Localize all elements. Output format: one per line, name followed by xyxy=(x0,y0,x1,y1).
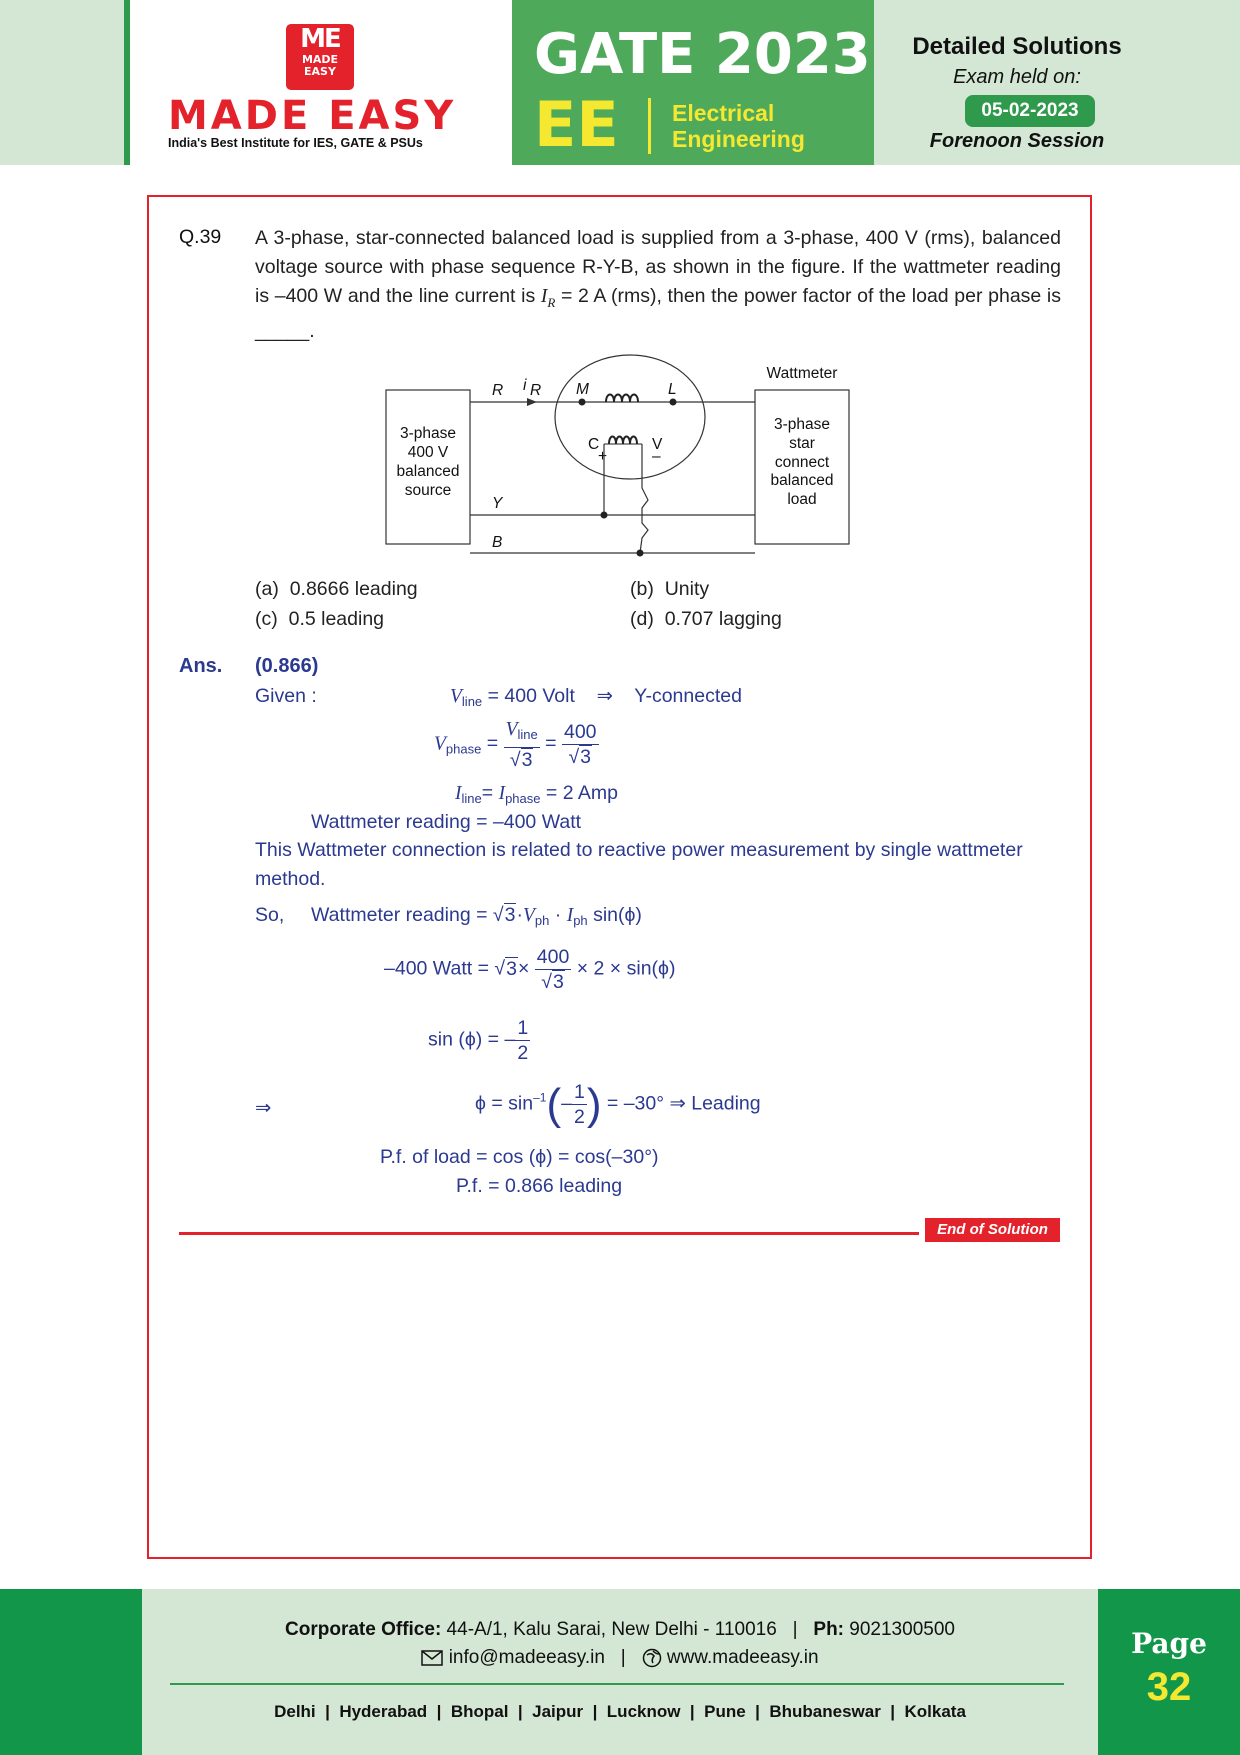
wattmeter-circle xyxy=(555,355,705,479)
footer-contact-panel xyxy=(142,1589,1098,1755)
header-left-band xyxy=(0,0,124,165)
city-item: Lucknow xyxy=(606,1702,681,1721)
line-r-label: R xyxy=(492,382,504,399)
city-item: Delhi xyxy=(274,1702,316,1721)
coil-plus-label: + xyxy=(598,448,608,465)
source-label-4: source xyxy=(404,482,452,499)
load-label-1: 3-phase xyxy=(773,416,831,433)
voltage-coil-icon xyxy=(609,437,637,445)
sin-phi-step: sin (ϕ) = – $\frac{1}{2}$ xyxy=(428,1017,529,1064)
current-label: i xyxy=(523,377,527,394)
wattmeter-label: Wattmeter xyxy=(766,365,838,382)
logo-wordmark: MADE EASY xyxy=(168,93,457,139)
source-label-2: 400 V xyxy=(407,444,449,461)
exam-held-label: Exam held on: xyxy=(953,66,1081,88)
branch-divider xyxy=(648,98,651,154)
wattmeter-formula: Wattmeter reading = $√3\cdot V_{ph} \cdot I_{ph}$ sin(ϕ) xyxy=(311,904,642,928)
given-label: Given : xyxy=(255,685,317,707)
reactive-power-note: This Wattmeter connection is related to reactive power measurement by single wattmeter method. xyxy=(255,839,1023,890)
city-item: Jaipur xyxy=(532,1702,584,1721)
answer-label: Ans. xyxy=(179,655,223,677)
solutions-title: Detailed Solutions xyxy=(912,33,1122,60)
coil-c-label: C xyxy=(588,436,600,453)
footer-rule xyxy=(170,1683,1064,1685)
page-number: 32 xyxy=(1146,1665,1192,1709)
page-label: Page xyxy=(1131,1627,1207,1660)
exam-title: GATE 2023 xyxy=(534,22,871,87)
line-y-label: Y xyxy=(492,495,503,512)
logo-badge-icon xyxy=(286,24,354,90)
source-label-3: balanced xyxy=(396,463,460,480)
current-arrow-icon xyxy=(527,398,537,406)
end-of-solution-rule xyxy=(179,1232,919,1235)
pf-load-step: P.f. of load = cos (ϕ) = cos(–30°) xyxy=(380,1146,659,1168)
page-indicator xyxy=(1098,1589,1240,1755)
question-number: Q.39 xyxy=(179,226,222,248)
branch-code: EE xyxy=(534,88,619,161)
source-label-1: 3-phase xyxy=(399,425,457,442)
corporate-office: Corporate Office: 44-A/1, Kalu Sarai, New Delhi - 110016 | Ph: 9021300500 xyxy=(285,1619,955,1640)
phi-result-step: $\phi = \sin^{-1}(-$ $\frac{1}{2}$ ) = –30° ⇒ Leading xyxy=(475,1079,761,1129)
so-label: So, xyxy=(255,904,285,926)
email-link[interactable]: info@madeeasy.in xyxy=(448,1647,605,1668)
substitution-step: –400 Watt = √3× $\frac{400}{√3}$ × 2 × sin(ϕ) xyxy=(384,946,676,993)
branch-name: Electrical Engineering xyxy=(672,100,805,152)
coil-v-label: V xyxy=(652,436,663,453)
load-label-4: balanced xyxy=(770,472,834,489)
coil-m-label: M xyxy=(576,381,589,398)
logo-mark: ME xyxy=(300,24,340,54)
exam-date-badge: 05-02-2023 xyxy=(965,95,1095,127)
city-item: Hyderabad xyxy=(339,1702,428,1721)
current-label-sub: R xyxy=(530,382,542,399)
contact-line: info@madeeasy.in | www.madeeasy.in xyxy=(142,1647,1098,1669)
iline-equation: $I_{line}= I_{phase} = 2$ Amp xyxy=(455,782,618,806)
website-link[interactable]: www.madeeasy.in xyxy=(666,1647,819,1668)
city-item: Bhopal xyxy=(450,1702,509,1721)
answer-value: (0.866) xyxy=(255,655,319,677)
lead-to-b xyxy=(640,444,648,553)
load-label-2: star xyxy=(789,435,815,452)
city-item: Kolkata xyxy=(904,1702,966,1721)
exam-banner xyxy=(512,0,874,165)
load-label-3: connect xyxy=(774,454,830,471)
end-of-solution-tag: End of Solution xyxy=(925,1218,1060,1242)
city-item: Pune xyxy=(704,1702,746,1721)
city-list: Delhi | Hyderabad | Bhopal | Jaipur | Lucknow | Pune | Bhubaneswar | Kolkata xyxy=(274,1702,966,1721)
city-item: Bhubaneswar xyxy=(769,1702,881,1721)
vline-equation: $V_{line} = 400$ Volt ⇒ Y-connected xyxy=(450,685,742,709)
option-a: (a) 0.8666 leading xyxy=(255,578,418,600)
vphase-equation: $V_{phase}$ = $\frac{V_{line}}{√3}$ = $\frac{400}{√3}$ xyxy=(434,719,597,771)
option-c: (c) 0.5 leading xyxy=(255,608,385,630)
current-coil-icon xyxy=(606,395,638,403)
question-text: A 3-phase, star-connected balanced load is supplied from a 3-phase, 400 V (rms), balanced voltage source with phase sequence R-Y-B, as shown in the figure. If the wattmeter reading is –400 W and the line current is $I_R = 2$ A (rms), then the power factor of the load per phase is _____. xyxy=(255,227,1061,342)
logo-badge-text: MADE EASY xyxy=(301,53,339,78)
exam-info-panel xyxy=(874,0,1240,165)
mail-icon xyxy=(421,1650,443,1666)
pf-final-step: P.f. = 0.866 leading xyxy=(456,1175,623,1197)
globe-icon xyxy=(642,1648,662,1668)
coil-minus-label: – xyxy=(652,448,661,465)
load-label-5: load xyxy=(787,491,817,508)
option-d: (d) 0.707 lagging xyxy=(630,608,782,630)
implies-arrow: ⇒ xyxy=(255,1097,272,1119)
coil-l-label: L xyxy=(668,381,677,398)
session-label: Forenoon Session xyxy=(929,130,1105,152)
circuit-diagram xyxy=(360,348,860,573)
brand-logo xyxy=(130,0,512,165)
wattmeter-given: Wattmeter reading = –400 Watt xyxy=(311,811,582,833)
footer-left-band xyxy=(0,1589,142,1755)
option-b: (b) Unity xyxy=(630,578,710,600)
line-b-label: B xyxy=(492,534,503,551)
logo-tagline: India's Best Institute for IES, GATE & PSUs xyxy=(168,136,423,150)
